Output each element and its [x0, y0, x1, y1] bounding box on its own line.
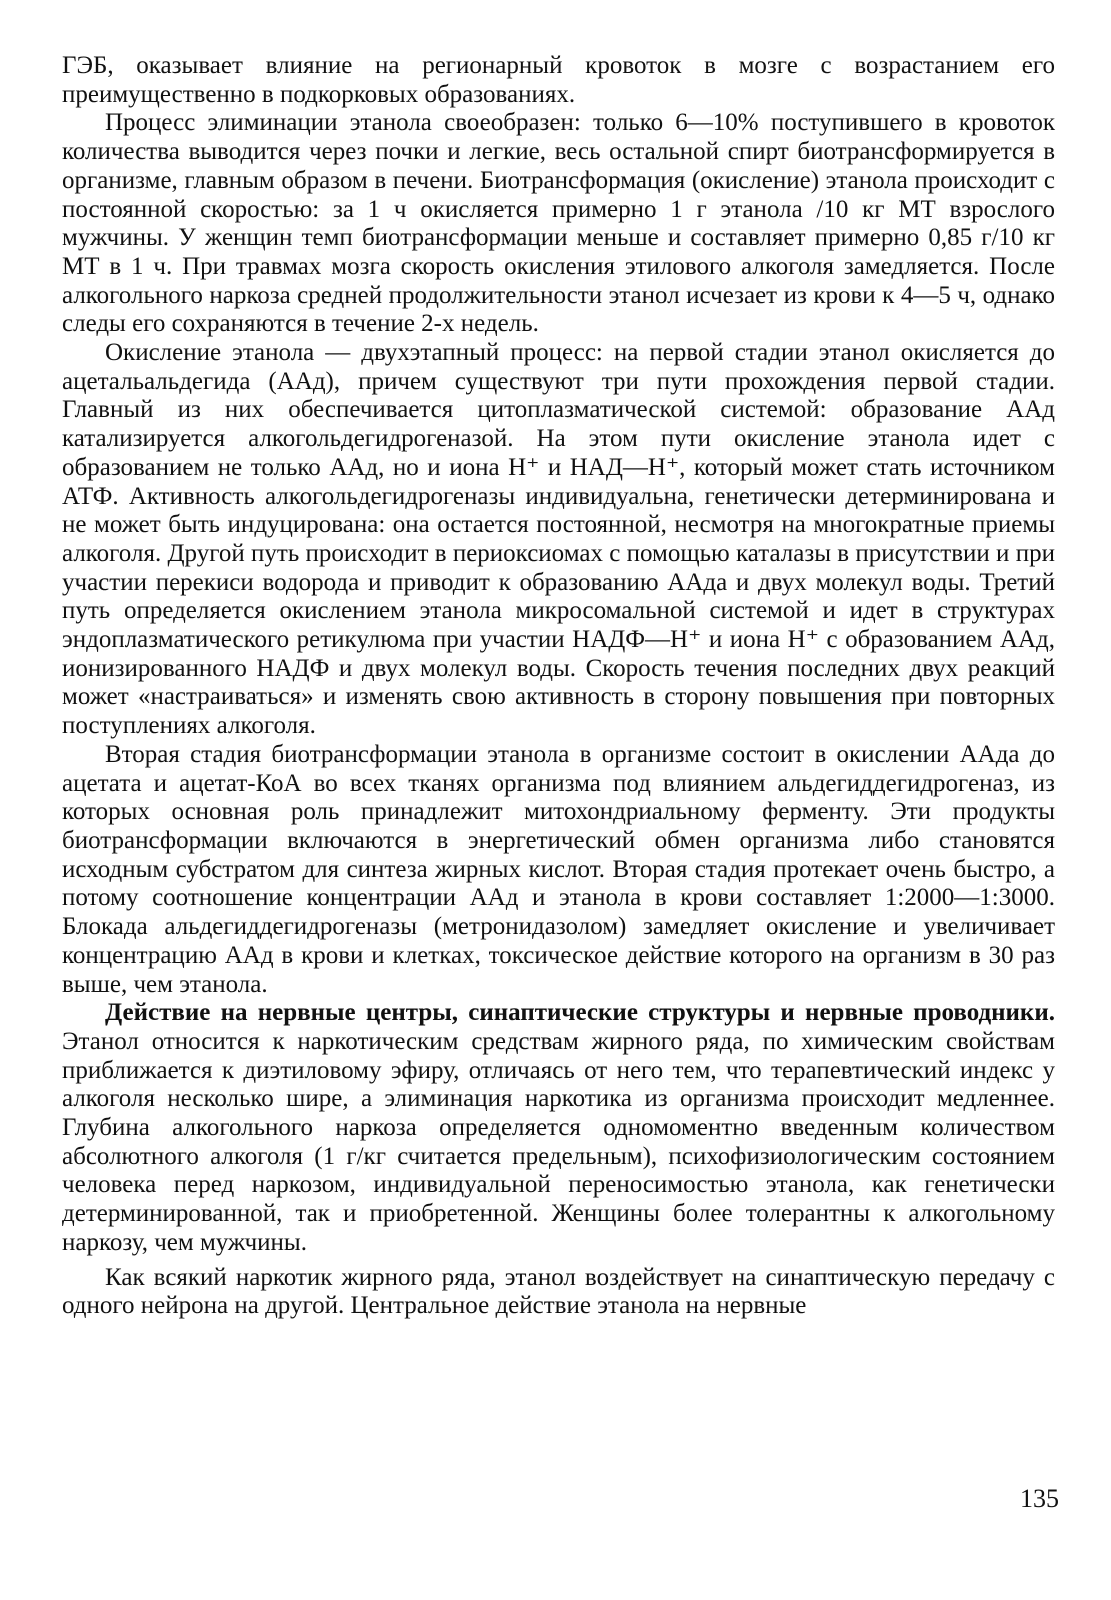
- paragraph-second-stage: Вторая стадия биотрансформации этанола в организме состоит в окислении ААда до ацетата и ацетат-КоА во всех тканях организма под влиянием альдегиддегидрогеназ, из которых основная роль принадлежит митохондриальному ферменту. Эти продукты биотрансформации включаются в энергетический обмен организма либо становятся исходным субстратом для синтеза жирных кислот. Вторая стадия протекает очень быстро, а потому соотношение концентрации ААд и этанола в крови составляет 1:2000—1:3000. Блокада альдегиддегидрогеназы (метронидазолом) замедляет окисление и увеличивает концентрацию ААд в крови и клетках, токсическое действие которого на организм в 30 раз выше, чем этанола.: [62, 740, 1055, 998]
- paragraph-continuation: ГЭБ, оказывает влияние на регионарный кровоток в мозге с возрастанием его преимущественно в подкорковых образованиях.: [62, 52, 1055, 108]
- paragraph-ethanol-elimination: Процесс элиминации этанола своеобразен: только 6—10% поступившего в кровоток количества выводится через почки и легкие, весь остальной спирт биотрансформируется в организме, главным образом в печени. Биотрансформация (окисление) этанола происходит с постоянной скоростью: за 1 ч окисляется примерно 1 г этанола /10 кг МТ взрослого мужчины. У женщин темп биотрансформации меньше и составляет примерно 0,85 г/10 кг МТ в 1 ч. При травмах мозга скорость окисления этилового алкоголя замедляется. После алкогольного наркоза средней продолжительности этанол исчезает из крови к 4—5 ч, однако следы его сохраняются в течение 2-х недель.: [62, 109, 1055, 338]
- page-number: 135: [1020, 1484, 1059, 1513]
- section-heading-text: Этанол относится к наркотическим средствам жирного ряда, по химическим свойствам приближается к диэтиловому эфиру, отличаясь от него тем, что терапевтический индекс у алкоголя несколько шире, а элиминация наркотика из организма происходит медленнее. Глубина алкогольного наркоза определяется одномоментно введенным количеством абсолютного алкоголя (1 г/кг считается предельным), психофизиологическим состоянием человека перед наркозом, индивидуальной переносимостью этанола, как генетически детерминированной, так и приобретенной. Женщины более толерантны к алкогольному наркозу, чем мужчины.: [62, 1027, 1055, 1256]
- paragraph-synaptic-transmission: Как всякий наркотик жирного ряда, этанол воздействует на синаптическую передачу с одного нейрона на другой. Центральное действие этанола на нервные: [62, 1263, 1055, 1320]
- paragraph-ethanol-oxidation: Окисление этанола — двухэтапный процесс: на первой стадии этанол окисляется до ацетальальдегида (ААд), причем существуют три пути прохождения первой стадии. Главный из них обеспечивается цитоплазматической системой: образование ААд катализируется алкогольдегидрогеназой. На этом пути окисление этанола идет с образованием не только ААд, но и иона Н⁺ и НАД—Н⁺, который может стать источником АТФ. Активность алкогольдегидрогеназы индивидуальна, генетически детерминирована и не может быть индуцирована: она остается постоянной, несмотря на многократные приемы алкоголя. Другой путь происходит в периоксиомах с помощью каталазы в присутствии и при участии перекиси водорода и приводит к образованию ААда и двух молекул воды. Третий путь определяется окислением этанола микросомальной системой и идет в структурах эндоплазматического ретикулюма при участии НАДФ—Н⁺ и иона Н⁺ с образованием ААд, ионизированного НАДФ и двух молекул воды. Скорость течения последних двух реакций может «настраиваться» и изменять свою активность в сторону повышения при повторных поступлениях алкоголя.: [62, 339, 1055, 740]
- page-body: [62, 52, 1055, 1552]
- paragraph-nervous-action: [62, 999, 1055, 1257]
- section-heading: Действие на нервные центры, синаптические структуры и нервные проводники.: [105, 999, 1055, 1027]
